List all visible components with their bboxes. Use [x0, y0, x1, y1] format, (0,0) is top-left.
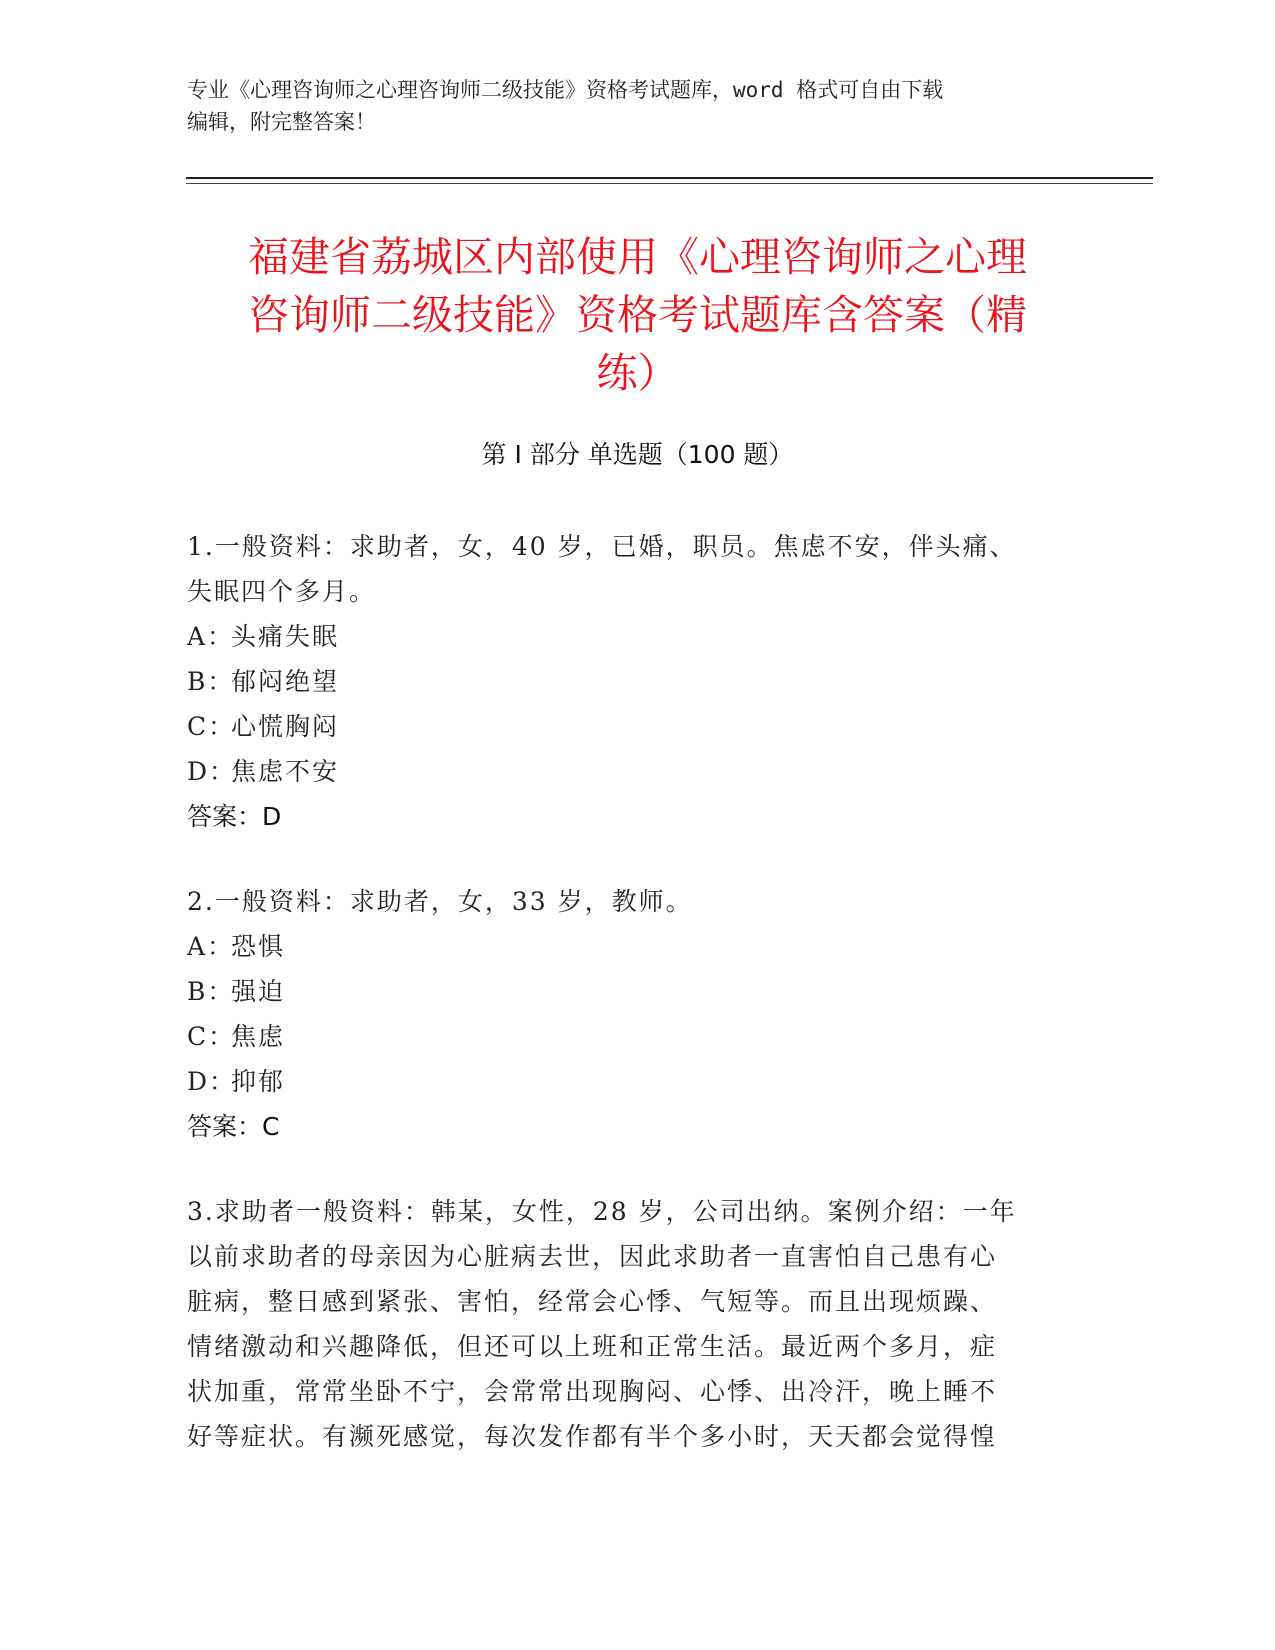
option-text: 焦虑	[231, 1022, 286, 1051]
option-text: 头痛失眠	[231, 622, 340, 651]
option-text: 心慌胸闷	[231, 712, 340, 741]
question-2-line-1: 2.一般资料：求助者，女，33 岁，教师。	[187, 887, 693, 916]
option-text: 郁闷绝望	[231, 667, 340, 696]
question-1-option-d	[187, 749, 1067, 794]
option-text: 抑郁	[231, 1067, 286, 1096]
question-3-line-6: 好等症状。有濒死感觉，每次发作都有半个多小时，天天都会觉得惶	[187, 1422, 998, 1451]
option-label: D：	[187, 1067, 237, 1096]
question-3	[187, 1189, 1067, 1459]
question-1-answer: 答案：D	[187, 802, 282, 831]
question-3-line-4: 情绪激动和兴趣降低，但还可以上班和正常生活。最近两个多月，症	[187, 1332, 998, 1361]
option-text: 强迫	[231, 977, 286, 1006]
header-line-1: 专业《心理咨询师之心理咨询师二级技能》资格考试题库，word 格式可自由下载	[187, 78, 944, 102]
question-2-answer: 答案：C	[187, 1112, 280, 1141]
question-2-option-d	[187, 1059, 1067, 1104]
question-2	[187, 879, 1067, 1149]
document-title	[180, 228, 1095, 402]
option-label: B：	[187, 977, 235, 1006]
header-divider-thick	[186, 177, 1153, 179]
question-1-option-c	[187, 704, 1067, 749]
option-label: C：	[187, 712, 236, 741]
question-3-line-5: 状加重，常常坐卧不宁，会常常出现胸闷、心悸、出冷汗，晚上睡不	[187, 1377, 998, 1406]
title-line-1: 福建省荔城区内部使用《心理咨询师之心理	[248, 233, 1027, 281]
page-header	[187, 74, 1067, 138]
option-label: C：	[187, 1022, 236, 1051]
question-1-option-a	[187, 614, 1067, 659]
question-3-line-3: 脏病，整日感到紧张、害怕，经常会心悸、气短等。而且出现烦躁、	[187, 1287, 998, 1316]
question-1-line-1: 1.一般资料：求助者，女，40 岁，已婚，职员。焦虑不安，伴头痛、	[187, 532, 1017, 561]
header-line-2: 编辑，附完整答案！	[187, 110, 376, 134]
question-3-line-1: 3.求助者一般资料：韩某，女性，28 岁，公司出纳。案例介绍：一年	[187, 1197, 1017, 1226]
question-3-line-2: 以前求助者的母亲因为心脏病去世，因此求助者一直害怕自己患有心	[187, 1242, 998, 1271]
question-2-option-b	[187, 969, 1067, 1014]
section-heading: 第 I 部分 单选题（100 题）	[481, 440, 794, 469]
option-label: D：	[187, 757, 237, 786]
question-2-option-a	[187, 924, 1067, 969]
question-1-line-2: 失眠四个多月。	[187, 577, 377, 606]
title-line-2: 咨询师二级技能》资格考试题库含答案（精	[248, 291, 1027, 339]
option-label: B：	[187, 667, 235, 696]
option-text: 恐惧	[231, 932, 286, 961]
title-line-3: 练）	[596, 349, 679, 397]
question-2-option-c	[187, 1014, 1067, 1059]
question-1-option-b	[187, 659, 1067, 704]
question-list	[187, 524, 1067, 1499]
header-divider-thin	[186, 183, 1153, 184]
option-label: A：	[187, 932, 235, 961]
option-text: 焦虑不安	[231, 757, 340, 786]
option-label: A：	[187, 622, 235, 651]
question-1	[187, 524, 1067, 839]
